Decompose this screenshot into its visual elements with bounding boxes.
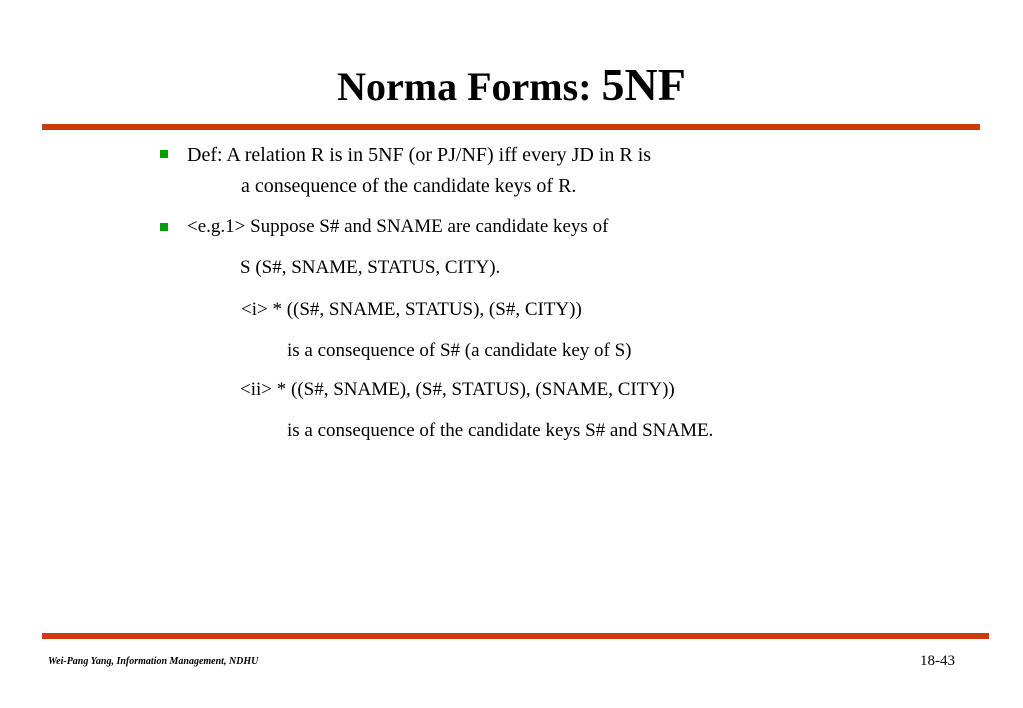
- bullet-square-icon: [160, 150, 168, 158]
- bullet-square-icon: [160, 223, 168, 231]
- page-number: 18-43: [920, 653, 955, 669]
- slide-title: [0, 58, 1023, 111]
- example-line-2: S (S#, SNAME, STATUS, CITY).: [240, 257, 501, 278]
- definition-line-1: Def: A relation R is in 5NF (or PJ/NF) iff every JD in R is: [187, 144, 652, 166]
- example-line-6: is a consequence of the candidate keys S# and SNAME.: [287, 420, 714, 441]
- footer-author: Wei-Pang Yang, Information Management, NDHU: [48, 656, 259, 667]
- example-line-4: is a consequence of S# (a candidate key of S): [287, 340, 632, 361]
- top-divider: [42, 124, 980, 130]
- example-line-3: <i> * ((S#, SNAME, STATUS), (S#, CITY)): [241, 299, 582, 320]
- example-line-1: <e.g.1> Suppose S# and SNAME are candidate keys of: [187, 216, 609, 237]
- bottom-divider: [42, 633, 989, 639]
- slide-title-accent: 5NF: [601, 59, 686, 110]
- slide-title-main: Norma Forms:: [337, 64, 602, 109]
- definition-line-2: a consequence of the candidate keys of R.: [241, 175, 577, 197]
- example-line-5: <ii> * ((S#, SNAME), (S#, STATUS), (SNAME, CITY)): [240, 379, 675, 400]
